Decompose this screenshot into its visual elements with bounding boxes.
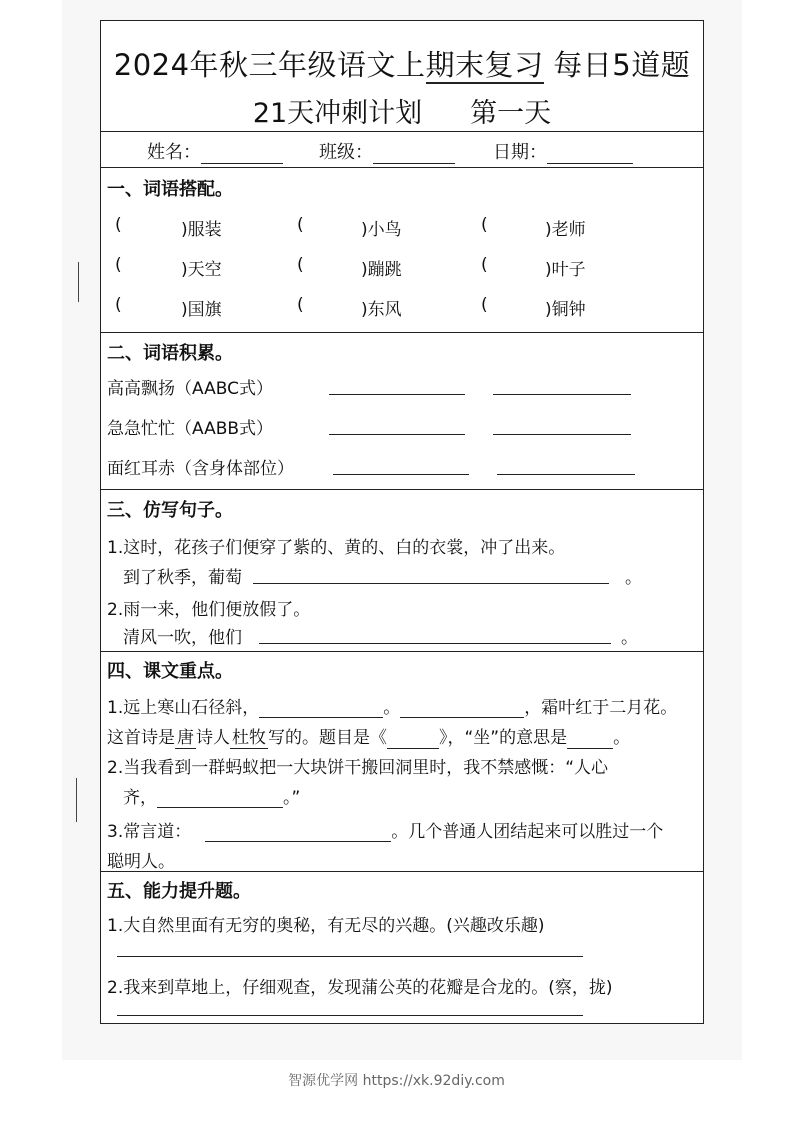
- question-text: 1.这时，花孩子们便穿了紫的、黄的、白的衣裳，冲了出来。: [107, 538, 566, 558]
- divider: [101, 332, 703, 333]
- answer-line[interactable]: [329, 394, 465, 395]
- idiom-prompt: 面红耳赤（含身体部位）: [107, 459, 294, 479]
- divider: [101, 167, 703, 168]
- title-underlined: 期末复习: [425, 48, 544, 82]
- answer-line[interactable]: [493, 434, 631, 435]
- idiom-prompt: 高高飘扬（AABC式）: [107, 379, 273, 399]
- answer-blank[interactable]: [205, 823, 391, 842]
- answer-blank[interactable]: [157, 789, 283, 808]
- answer-blank[interactable]: [567, 730, 613, 749]
- question-text: 聪明人。: [107, 852, 175, 872]
- class-field[interactable]: [373, 145, 455, 164]
- word-pair: )铜钟: [545, 300, 586, 320]
- idiom-prompt: 急急忙忙（AABB式）: [107, 419, 274, 439]
- answer-line[interactable]: [259, 643, 611, 644]
- answer-blank[interactable]: [259, 699, 383, 718]
- answer-line[interactable]: [117, 956, 583, 957]
- title-line-2: 21天冲刺计划 第一天: [252, 98, 552, 129]
- question-text: 2.当我看到一群蚂蚁把一大块饼干搬回洞里时，我不禁感慨：“人心: [107, 758, 609, 778]
- question-text: 齐， 。”: [123, 788, 301, 808]
- section-1-heading: 一、词语搭配。: [107, 179, 233, 200]
- divider: [101, 131, 703, 132]
- section-3-heading: 三、仿写句子。: [107, 500, 233, 521]
- word-pair: )蹦跳: [361, 260, 402, 280]
- question-text: 2.雨一来，他们便放假了。: [107, 600, 311, 620]
- question-text: 清风一吹，他们: [123, 628, 242, 648]
- question-text: 1.远上寒山石径斜， 。 ，霜叶红于二月花。: [107, 698, 678, 718]
- name-label: 姓名：: [147, 142, 201, 163]
- scan-mark-2: [76, 778, 77, 822]
- word-pair: )小鸟: [361, 220, 402, 240]
- date-field[interactable]: [547, 145, 633, 164]
- answer-line[interactable]: [253, 583, 609, 584]
- divider: [101, 871, 703, 872]
- word-pair: )叶子: [545, 260, 586, 280]
- answer-blank[interactable]: [400, 699, 524, 718]
- section-4-heading: 四、课文重点。: [107, 661, 233, 682]
- section-2-heading: 二、词语积累。: [107, 343, 233, 364]
- answer-line[interactable]: [333, 474, 469, 475]
- question-text: 3.常言道： 。几个普通人团结起来可以胜过一个: [107, 822, 664, 842]
- answer-line[interactable]: [329, 434, 465, 435]
- answer-line[interactable]: [117, 1015, 583, 1016]
- question-text: 1.大自然里面有无穷的奥秘，有无尽的兴趣。(兴趣改乐趣): [107, 916, 545, 936]
- date-label: 日期：: [493, 142, 547, 163]
- question-text: 到了秋季，葡萄: [123, 568, 242, 588]
- dynasty-answer: 唐: [177, 728, 194, 748]
- question-text: 这首诗是 唐 诗人 杜牧 写的。题目是《 》，“坐”的意思是 。: [107, 728, 631, 748]
- worksheet: 2024年秋三年级语文上期末复习 每日5道题 21天冲刺计划 第一天 姓名： 班级： 日期： 一、词语搭配。 ( )服装 ( )小鸟 ( )老师 ( )天空 ( )蹦跳 ( )叶子 ( )国旗 ( )东风 ( )铜钟 二、词语积累。 高高飘扬（AABC式） 急急忙忙（AABB式） 面红耳赤（含身体部位） 三、仿写句子。 1.这时，花孩子们便穿了紫的、黄的、白的衣裳，冲了出来。 到了秋季，葡萄 。 2.雨一来，他们便放假了。 清风一吹，他们 。 四、课文重点。 1.远上寒山石径斜， 。 ，霜叶红于二月花。 这首诗是 唐 诗人 杜牧 写的。题目是《 》，“坐”的意思是 。 2.当我看到一群蚂蚁把一大块饼干搬回洞里时，我不禁感慨：“人心 齐， 。” 3.常言道： 。几个普通人团结起来可以胜过一个 聪明人。 五、能力提升题。 1.大自然里面有无穷的奥秘，有无尽的兴趣。(兴趣改乐趣) 2.我来到草地上，仔细观查，发现蒲公英的花瓣是合龙的。(察，拢): [100, 20, 704, 1024]
- answer-blank[interactable]: [387, 730, 439, 749]
- name-field[interactable]: [201, 145, 283, 164]
- answer-line[interactable]: [497, 474, 635, 475]
- answer-line[interactable]: [493, 394, 631, 395]
- word-pair: )服装: [181, 220, 222, 240]
- word-pair: )天空: [181, 260, 222, 280]
- class-label: 班级：: [319, 142, 373, 163]
- title-line-1: 2024年秋三年级语文上期末复习 每日5道题: [113, 48, 691, 82]
- word-pair: )国旗: [181, 300, 222, 320]
- divider: [101, 489, 703, 490]
- question-text: 2.我来到草地上，仔细观查，发现蒲公英的花瓣是合龙的。(察，拢): [107, 978, 613, 998]
- poet-answer: 杜牧: [232, 728, 266, 748]
- scan-mark-1: [78, 262, 79, 302]
- word-pair: )老师: [545, 220, 586, 240]
- divider: [101, 651, 703, 652]
- word-pair: )东风: [361, 300, 402, 320]
- footer-watermark: 智源优学网 https://xk.92diy.com: [288, 1073, 505, 1089]
- section-5-heading: 五、能力提升题。: [107, 881, 251, 902]
